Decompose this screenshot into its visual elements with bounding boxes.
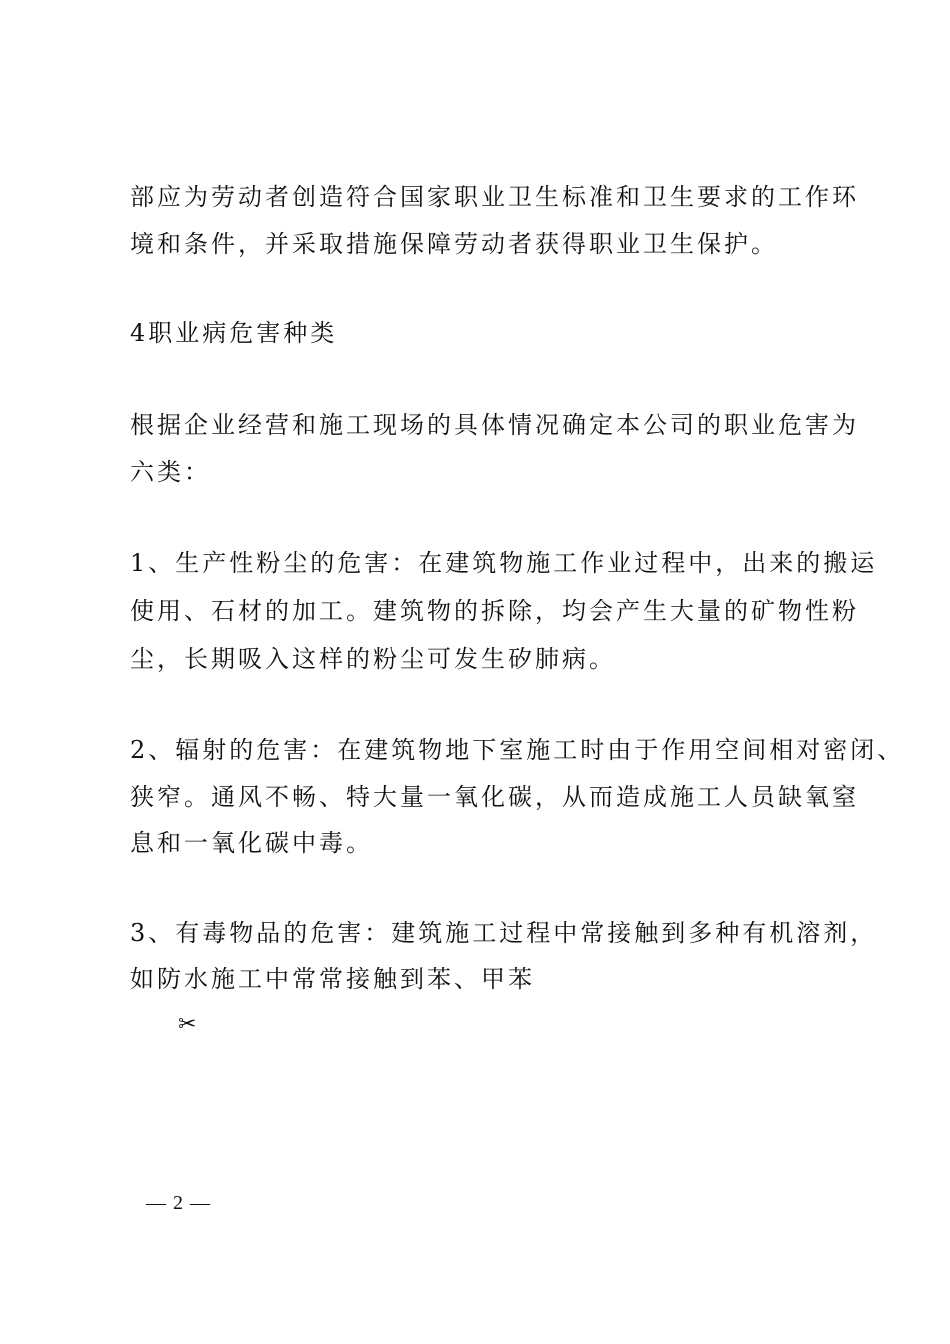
hazard-2-line-3: 息和一氧化碳中毒。: [130, 829, 373, 857]
hazard-2-line-1: 2、辐射的危害：在建筑物地下室施工时由于作用空间相对密闭、: [130, 736, 905, 764]
scissors-icon: ✂: [178, 1012, 197, 1037]
hazard-1-line-2: 使用、石材的加工。建筑物的拆除，均会产生大量的矿物性粉: [130, 597, 859, 625]
page-number: — 2 —: [146, 1192, 211, 1214]
paragraph-1-line-1: 部应为劳动者创造符合国家职业卫生标准和卫生要求的工作环: [130, 183, 859, 211]
section-heading: 4职业病危害种类: [130, 319, 338, 347]
hazard-1-line-1: 1、生产性粉尘的危害：在建筑物施工作业过程中，出来的搬运: [130, 549, 878, 577]
paragraph-3-line-2: 六类：: [130, 458, 211, 486]
hazard-2-line-2: 狭窄。通风不畅、特大量一氧化碳，从而造成施工人员缺氧窒: [130, 783, 859, 811]
hazard-3-line-1: 3、有毒物品的危害：建筑施工过程中常接触到多种有机溶剂，: [130, 919, 878, 947]
paragraph-1-line-2: 境和条件，并采取措施保障劳动者获得职业卫生保护。: [130, 230, 778, 258]
hazard-1-line-3: 尘，长期吸入这样的粉尘可发生矽肺病。: [130, 645, 616, 673]
paragraph-3-line-1: 根据企业经营和施工现场的具体情况确定本公司的职业危害为: [130, 411, 859, 439]
hazard-3-line-2: 如防水施工中常常接触到苯、甲苯: [130, 965, 535, 993]
